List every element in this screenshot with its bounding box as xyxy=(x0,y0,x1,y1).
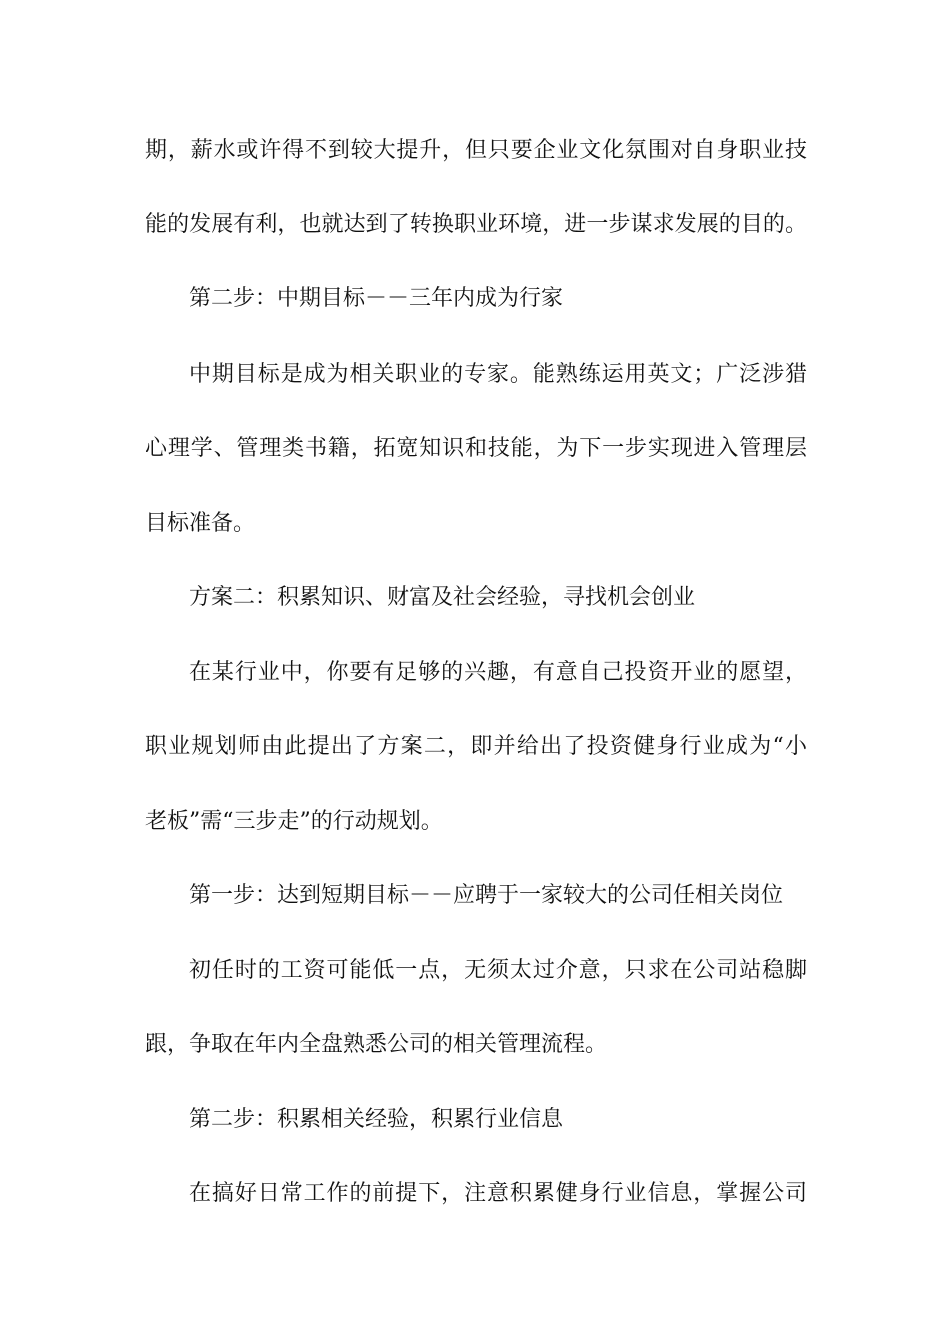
paragraph-line: 目标准备。 xyxy=(145,511,256,536)
section-heading: 第二步：积累相关经验，积累行业信息 xyxy=(189,1107,564,1132)
section-heading: 方案二：积累知识、财富及社会经验，寻找机会创业 xyxy=(189,585,696,610)
paragraph-line: 老板”需“三步走”的行动规划。 xyxy=(145,809,443,834)
paragraph-line: 在搞好日常工作的前提下，注意积累健身行业信息，掌握公司 xyxy=(189,1181,807,1206)
section-heading: 第二步：中期目标－－三年内成为行家 xyxy=(189,286,564,311)
paragraph-line: 能的发展有利，也就达到了转换职业环境，进一步谋求发展的目的。 xyxy=(145,212,807,237)
paragraph-line: 跟，争取在年内全盘熟悉公司的相关管理流程。 xyxy=(145,1032,608,1057)
section-heading: 第一步：达到短期目标－－应聘于一家较大的公司任相关岗位 xyxy=(189,883,784,908)
paragraph-line: 初任时的工资可能低一点，无须太过介意，只求在公司站稳脚 xyxy=(189,958,807,983)
paragraph-line: 期，薪水或许得不到较大提升，但只要企业文化氛围对自身职业技 xyxy=(145,138,807,163)
paragraph-line: 职业规划师由此提出了方案二，即并给出了投资健身行业成为“小 xyxy=(145,734,807,759)
paragraph-line: 中期目标是成为相关职业的专家。能熟练运用英文；广泛涉猎 xyxy=(189,362,807,387)
paragraph-line: 心理学、管理类书籍，拓宽知识和技能，为下一步实现进入管理层 xyxy=(145,436,807,461)
paragraph-line: 在某行业中，你要有足够的兴趣，有意自己投资开业的愿望， xyxy=(189,660,807,685)
